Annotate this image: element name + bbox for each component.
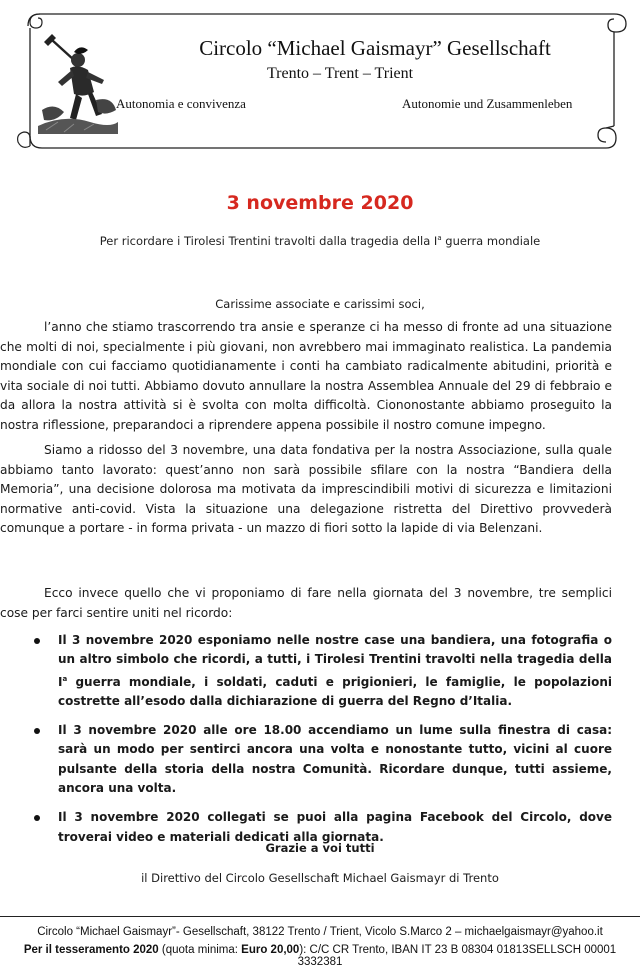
membership-label: Per il tesseramento 2020 bbox=[23, 944, 159, 956]
closing-thanks: Grazie a voi tutti bbox=[265, 841, 375, 855]
list-item-ordinal: a bbox=[62, 674, 68, 683]
paragraph-2 bbox=[0, 441, 612, 539]
motto-italian: Autonomia e convivenza bbox=[116, 96, 246, 111]
letterhead bbox=[10, 8, 636, 158]
organization-title: Circolo “Michael Gaismayr” Gesellschaft bbox=[199, 36, 551, 60]
bullet-icon bbox=[34, 815, 40, 821]
footer-divider bbox=[0, 916, 640, 917]
organization-cities: Trento – Trent – Trient bbox=[266, 65, 414, 82]
membership-text: (quota minima: bbox=[158, 944, 242, 956]
paragraph-3-text: Ecco invece quello che vi proponiamo di fare nella giornata del 3 novembre, tre semplici cose per farci sentire uniti nel ricordo: bbox=[0, 586, 612, 620]
document-date-title: 3 novembre 2020 bbox=[226, 192, 414, 214]
document-subtitle bbox=[0, 234, 640, 248]
paragraph-1-text: l’anno che stiamo trascorrendo tra ansie e speranze ci ha messo di fronte ad una situazione che molti di noi, specialmente i più giovani, non avrebbero mai immaginato realistica. La pandemia mondiale con cui facciamo quotidianamente i conti ha cambiato radicalmente abitudini, priorità e vita sociale di noi tutti. Abbiamo dovuto annullare la nostra Assemblea Annuale del 29 di febbraio e da allora la nostra attività si è svolta con molta difficoltà. Ciononostante abbiamo proseguito la nostra riflessione, preparandoci a riprendere appena possibile il nostro comune impegno. bbox=[0, 320, 612, 432]
list-item-text-end: guerra mondiale, i soldati, caduti e prigionieri, le famiglie, le popolazioni costrette all’esodo dalla dichiarazione di guerra del Regno d’Italia. bbox=[58, 674, 612, 708]
motto-german: Autonomie und Zusammenleben bbox=[402, 96, 573, 111]
subtitle-text-end: guerra mondiale bbox=[441, 234, 541, 248]
signature: il Direttivo del Circolo Gesellschaft Michael Gaismayr di Trento bbox=[141, 871, 499, 885]
letter-greeting: Carissime associate e carissimi soci, bbox=[215, 297, 425, 311]
paragraph-3 bbox=[0, 584, 612, 623]
bullet-icon bbox=[34, 638, 40, 644]
bullet-icon bbox=[34, 728, 40, 734]
bank-details: ): C/C CR Trento, IBAN IT 23 B 08304 01813SELLSCH 00001 3332381 bbox=[297, 944, 617, 968]
gaismayr-engraving-icon bbox=[34, 30, 120, 138]
footer-membership bbox=[0, 944, 640, 968]
footer-address: Circolo “Michael Gaismayr”- Gesellschaft, 38122 Trento / Trient, Vicolo S.Marco 2 – michaelgaismayr@yahoo.it bbox=[37, 926, 603, 938]
paragraph-2-text: Siamo a ridosso del 3 novembre, una data fondativa per la nostra Associazione, sulla quale abbiamo tanto lavorato: quest’anno non sarà possibile sfilare con la nostra “Bandiera della Memoria”, una decisione dolorosa ma motivata da imprescindibili motivi di sicurezza e limitazioni normative anti-covid. Vista la situazione una delegazione ristretta del Direttivo provvederà comunque a portare - in forma privata - un mazzo di fiori sotto la lapide di via Belenzani. bbox=[0, 443, 612, 535]
list-item-text: Il 3 novembre 2020 collegati se puoi alla pagina Facebook del Circolo, dove troverai video e materiali dedicati alla giornata. bbox=[58, 810, 612, 844]
list-item-text: Il 3 novembre 2020 alle ore 18.00 accendiamo un lume sulla finestra di casa: sarà un modo per sentirci ancora una volta e nonostante tutto, vicini al cuore pulsante della storia della nostra Comunità. Ricordare dunque, tutti assieme, ancora una volta. bbox=[58, 723, 612, 796]
paragraph-1 bbox=[0, 318, 612, 435]
proposal-list bbox=[0, 631, 612, 857]
list-item bbox=[0, 631, 612, 711]
subtitle-ordinal: a bbox=[437, 234, 442, 243]
subtitle-text: Per ricordare i Tirolesi Trentini travolti dalla tragedia della I bbox=[99, 234, 438, 248]
list-item bbox=[0, 721, 612, 798]
list-item-text: Il 3 novembre 2020 esponiamo nelle nostre case una bandiera, una fotografia o un altro simbolo che ricordi, a tutti, i Tirolesi Trentini travolti nella tragedia della I bbox=[58, 633, 612, 689]
membership-fee: Euro 20,00 bbox=[241, 944, 300, 956]
